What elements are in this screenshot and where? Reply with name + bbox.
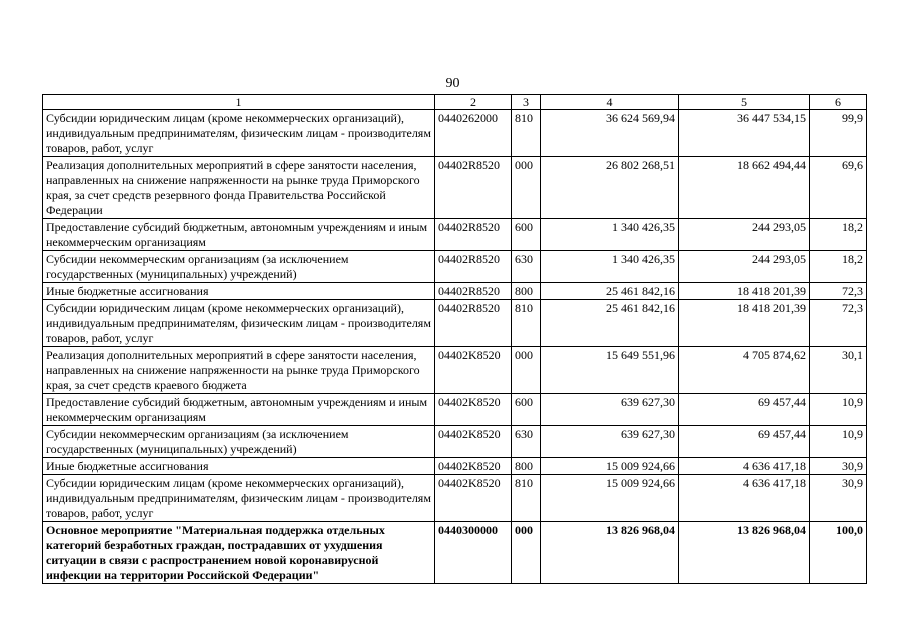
table-row [43,283,867,300]
row-percent-cell: 99,9 [810,110,867,157]
row-kvr-cell: 000 [512,157,541,219]
row-percent-cell: 30,9 [810,458,867,475]
row-name-cell: Предоставление субсидий бюджетным, автономным учреждениям и иным некоммерческим организациям [43,219,435,251]
page-number: 90 [445,76,460,91]
row-kvr-cell: 600 [512,219,541,251]
row-kvr-cell: 000 [512,347,541,394]
column-header: 5 [679,95,810,110]
row-code-cell: 04402K8520 [435,347,512,394]
table-row [43,347,867,394]
table-row [43,251,867,283]
row-kvr-cell: 630 [512,251,541,283]
row-kvr-cell: 810 [512,300,541,347]
row-percent-cell: 69,6 [810,157,867,219]
row-code-cell: 0440262000 [435,110,512,157]
row-plan-cell: 25 461 842,16 [541,283,679,300]
row-name-cell: Реализация дополнительных мероприятий в сфере занятости населения, направленных на снижение напряженности на рынке труда Приморского края, за счет средств краевого бюджета [43,347,435,394]
table-body [43,110,867,584]
row-name-cell: Субсидии юридическим лицам (кроме некоммерческих организаций), индивидуальным предпринимателям, физическим лицам - производителям товаров, работ, услуг [43,300,435,347]
row-plan-cell: 26 802 268,51 [541,157,679,219]
row-fact-cell: 4 636 417,18 [679,475,810,522]
row-kvr-cell: 800 [512,458,541,475]
row-name-cell: Реализация дополнительных мероприятий в сфере занятости населения, направленных на снижение напряженности на рынке труда Приморского края, за счет средств резервного фонда Правительства Российской Федерации [43,157,435,219]
row-plan-cell: 1 340 426,35 [541,219,679,251]
row-fact-cell: 36 447 534,15 [679,110,810,157]
row-plan-cell: 13 826 968,04 [541,522,679,584]
row-plan-cell: 15 009 924,66 [541,458,679,475]
row-kvr-cell: 810 [512,110,541,157]
row-fact-cell: 13 826 968,04 [679,522,810,584]
row-code-cell: 04402R8520 [435,283,512,300]
table-header-row [43,95,867,110]
table-row [43,394,867,426]
row-code-cell: 04402K8520 [435,426,512,458]
row-code-cell: 04402R8520 [435,300,512,347]
table-row [43,475,867,522]
column-header: 2 [435,95,512,110]
row-code-cell: 04402K8520 [435,394,512,426]
row-percent-cell: 30,9 [810,475,867,522]
row-percent-cell: 10,9 [810,394,867,426]
row-plan-cell: 639 627,30 [541,394,679,426]
row-percent-cell: 10,9 [810,426,867,458]
row-fact-cell: 18 662 494,44 [679,157,810,219]
row-percent-cell: 30,1 [810,347,867,394]
budget-table [42,94,867,584]
row-plan-cell: 36 624 569,94 [541,110,679,157]
row-percent-cell: 72,3 [810,283,867,300]
row-percent-cell: 18,2 [810,251,867,283]
row-kvr-cell: 600 [512,394,541,426]
row-code-cell: 04402R8520 [435,219,512,251]
row-kvr-cell: 800 [512,283,541,300]
table-row [43,110,867,157]
row-fact-cell: 244 293,05 [679,219,810,251]
row-name-cell: Иные бюджетные ассигнования [43,458,435,475]
row-plan-cell: 15 649 551,96 [541,347,679,394]
row-code-cell: 04402K8520 [435,458,512,475]
row-name-cell: Субсидии юридическим лицам (кроме некоммерческих организаций), индивидуальным предпринимателям, физическим лицам - производителям товаров, работ, услуг [43,475,435,522]
table-row [43,522,867,584]
row-kvr-cell: 630 [512,426,541,458]
column-header: 3 [512,95,541,110]
row-plan-cell: 15 009 924,66 [541,475,679,522]
row-name-cell: Основное мероприятие "Материальная поддержка отдельных категорий безработных граждан, пострадавших от ухудшения ситуации в связи с распространением новой коронавирусной инфекции на территории Российской Федерации" [43,522,435,584]
row-fact-cell: 18 418 201,39 [679,300,810,347]
row-name-cell: Предоставление субсидий бюджетным, автономным учреждениям и иным некоммерческим организациям [43,394,435,426]
table-row [43,458,867,475]
row-code-cell: 0440300000 [435,522,512,584]
row-fact-cell: 4 705 874,62 [679,347,810,394]
table-row [43,300,867,347]
row-code-cell: 04402R8520 [435,157,512,219]
row-fact-cell: 4 636 417,18 [679,458,810,475]
row-kvr-cell: 810 [512,475,541,522]
table-row [43,219,867,251]
row-fact-cell: 69 457,44 [679,426,810,458]
row-plan-cell: 1 340 426,35 [541,251,679,283]
row-plan-cell: 25 461 842,16 [541,300,679,347]
table-row [43,157,867,219]
row-percent-cell: 100,0 [810,522,867,584]
row-percent-cell: 72,3 [810,300,867,347]
row-fact-cell: 69 457,44 [679,394,810,426]
row-code-cell: 04402R8520 [435,251,512,283]
column-header: 6 [810,95,867,110]
row-fact-cell: 18 418 201,39 [679,283,810,300]
row-name-cell: Иные бюджетные ассигнования [43,283,435,300]
column-header: 1 [43,95,435,110]
column-header: 4 [541,95,679,110]
row-fact-cell: 244 293,05 [679,251,810,283]
row-percent-cell: 18,2 [810,219,867,251]
row-name-cell: Субсидии некоммерческим организациям (за исключением государственных (муниципальных) учреждений) [43,251,435,283]
row-kvr-cell: 000 [512,522,541,584]
table-row [43,426,867,458]
row-name-cell: Субсидии юридическим лицам (кроме некоммерческих организаций), индивидуальным предпринимателям, физическим лицам - производителям товаров, работ, услуг [43,110,435,157]
row-plan-cell: 639 627,30 [541,426,679,458]
row-code-cell: 04402K8520 [435,475,512,522]
row-name-cell: Субсидии некоммерческим организациям (за исключением государственных (муниципальных) учреждений) [43,426,435,458]
